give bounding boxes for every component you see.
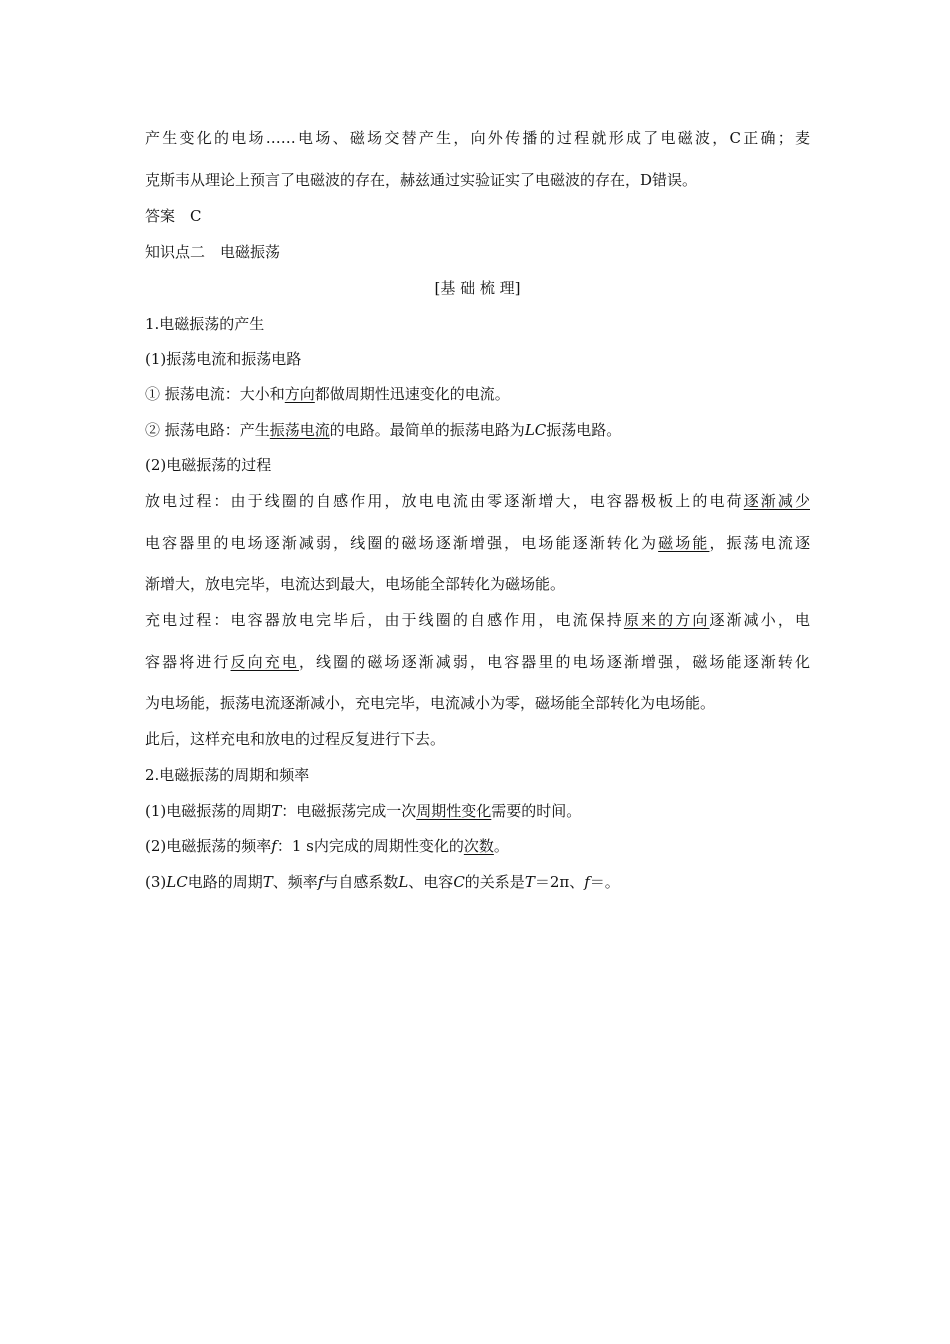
text: ＝。 (589, 873, 620, 891)
intro-line-2: 克斯韦从理论上预言了电磁波的存在，赫兹通过实验证实了电磁波的存在，D错误。 (145, 171, 698, 189)
text: (3) (145, 873, 167, 891)
text: ，线圈的磁场逐渐减弱，电容器里的电场逐渐增强，磁场能逐渐转化 (298, 653, 810, 671)
answer-line: 答案 C (145, 207, 202, 225)
s2-title: 2.电磁振荡的周期和频率 (145, 766, 310, 784)
text: 电路的周期 (187, 873, 263, 891)
text: ＝2π、 (534, 873, 585, 891)
symbol-lc: LC (524, 421, 547, 439)
charge-line-2 (145, 652, 810, 672)
symbol-t: T (271, 802, 282, 820)
symbol-t: T (524, 873, 535, 891)
s1-item-2 (145, 420, 810, 440)
s2-item-3 (145, 872, 810, 892)
text: 放电过程：由于线圈的自感作用，放电电流由零逐渐增大，电容器极板上的电荷 (145, 492, 744, 510)
text: 、电容 (408, 873, 454, 891)
charge-line-3: 为电场能，振荡电流逐渐减小，充电完毕，电流减小为零，磁场能全部转化为电场能。 (145, 694, 716, 712)
basics-header: [基 础 梳 理] (434, 279, 521, 297)
symbol-c: C (453, 873, 465, 891)
s1-title: 1.电磁振荡的产生 (145, 315, 265, 333)
after-line: 此后，这样充电和放电的过程反复进行下去。 (145, 730, 446, 748)
text: 与自感系数 (323, 873, 399, 891)
symbol-l: L (398, 873, 409, 891)
symbol-f: f (271, 837, 277, 855)
text: ① 振荡电流：大小和 (145, 385, 285, 403)
s2-item-2 (145, 836, 810, 856)
text: 的电路。最简单的振荡电路为 (329, 421, 525, 439)
discharge-line-3: 渐增大，放电完毕，电流达到最大，电场能全部转化为磁场能。 (145, 575, 566, 593)
charge-line-1 (145, 610, 810, 630)
text: ：1 s内完成的周期性变化的 (276, 837, 464, 855)
section-title: 知识点二 电磁振荡 (145, 243, 281, 261)
discharge-line-1 (145, 491, 810, 511)
text: 振荡电路。 (546, 421, 622, 439)
text: 容器将进行 (145, 653, 231, 671)
text: ，振荡电流逐 (709, 534, 810, 552)
symbol-t: T (262, 873, 273, 891)
symbol-f: f (317, 873, 324, 891)
s1-sub2: (2)电磁振荡的过程 (145, 456, 272, 474)
text: 都做周期性迅速变化的电流。 (314, 385, 510, 403)
text: 的关系是 (464, 873, 525, 891)
blank-answer: 逐渐减少 (743, 492, 810, 510)
blank-answer: 次数 (463, 837, 494, 855)
blank-answer: 原来的方向 (623, 611, 710, 629)
s1-item-1 (145, 384, 810, 404)
intro-line-1: 产生变化的电场……电场、磁场交替产生，向外传播的过程就形成了电磁波，C正确；麦 (145, 129, 810, 147)
symbol-f: f (584, 873, 590, 891)
text: (2)电磁振荡的频率 (145, 837, 272, 855)
text: ② 振荡电路：产生 (145, 421, 270, 439)
text: 电容器里的电场逐渐减弱，线圈的磁场逐渐增强，电场能逐渐转化为 (145, 534, 659, 552)
text: 、频率 (272, 873, 318, 891)
s2-item-1 (145, 801, 810, 821)
text: (1)电磁振荡的周期 (145, 802, 272, 820)
text: 充电过程：电容器放电完毕后，由于线圈的自感作用，电流保持 (145, 611, 624, 629)
blank-answer: 振荡电流 (269, 421, 330, 439)
text: 需要的时间。 (491, 802, 582, 820)
blank-answer: 反向充电 (230, 653, 299, 671)
text: 。 (493, 837, 509, 855)
blank-answer: 方向 (284, 385, 315, 403)
symbol-lc: LC (166, 873, 188, 891)
blank-answer: 磁场能 (658, 534, 710, 552)
discharge-line-2 (145, 533, 810, 553)
s1-sub1: (1)振荡电流和振荡电路 (145, 350, 302, 368)
blank-answer: 周期性变化 (416, 802, 492, 820)
text: 逐渐减小，电 (709, 611, 810, 629)
text: ：电磁振荡完成一次 (281, 802, 417, 820)
